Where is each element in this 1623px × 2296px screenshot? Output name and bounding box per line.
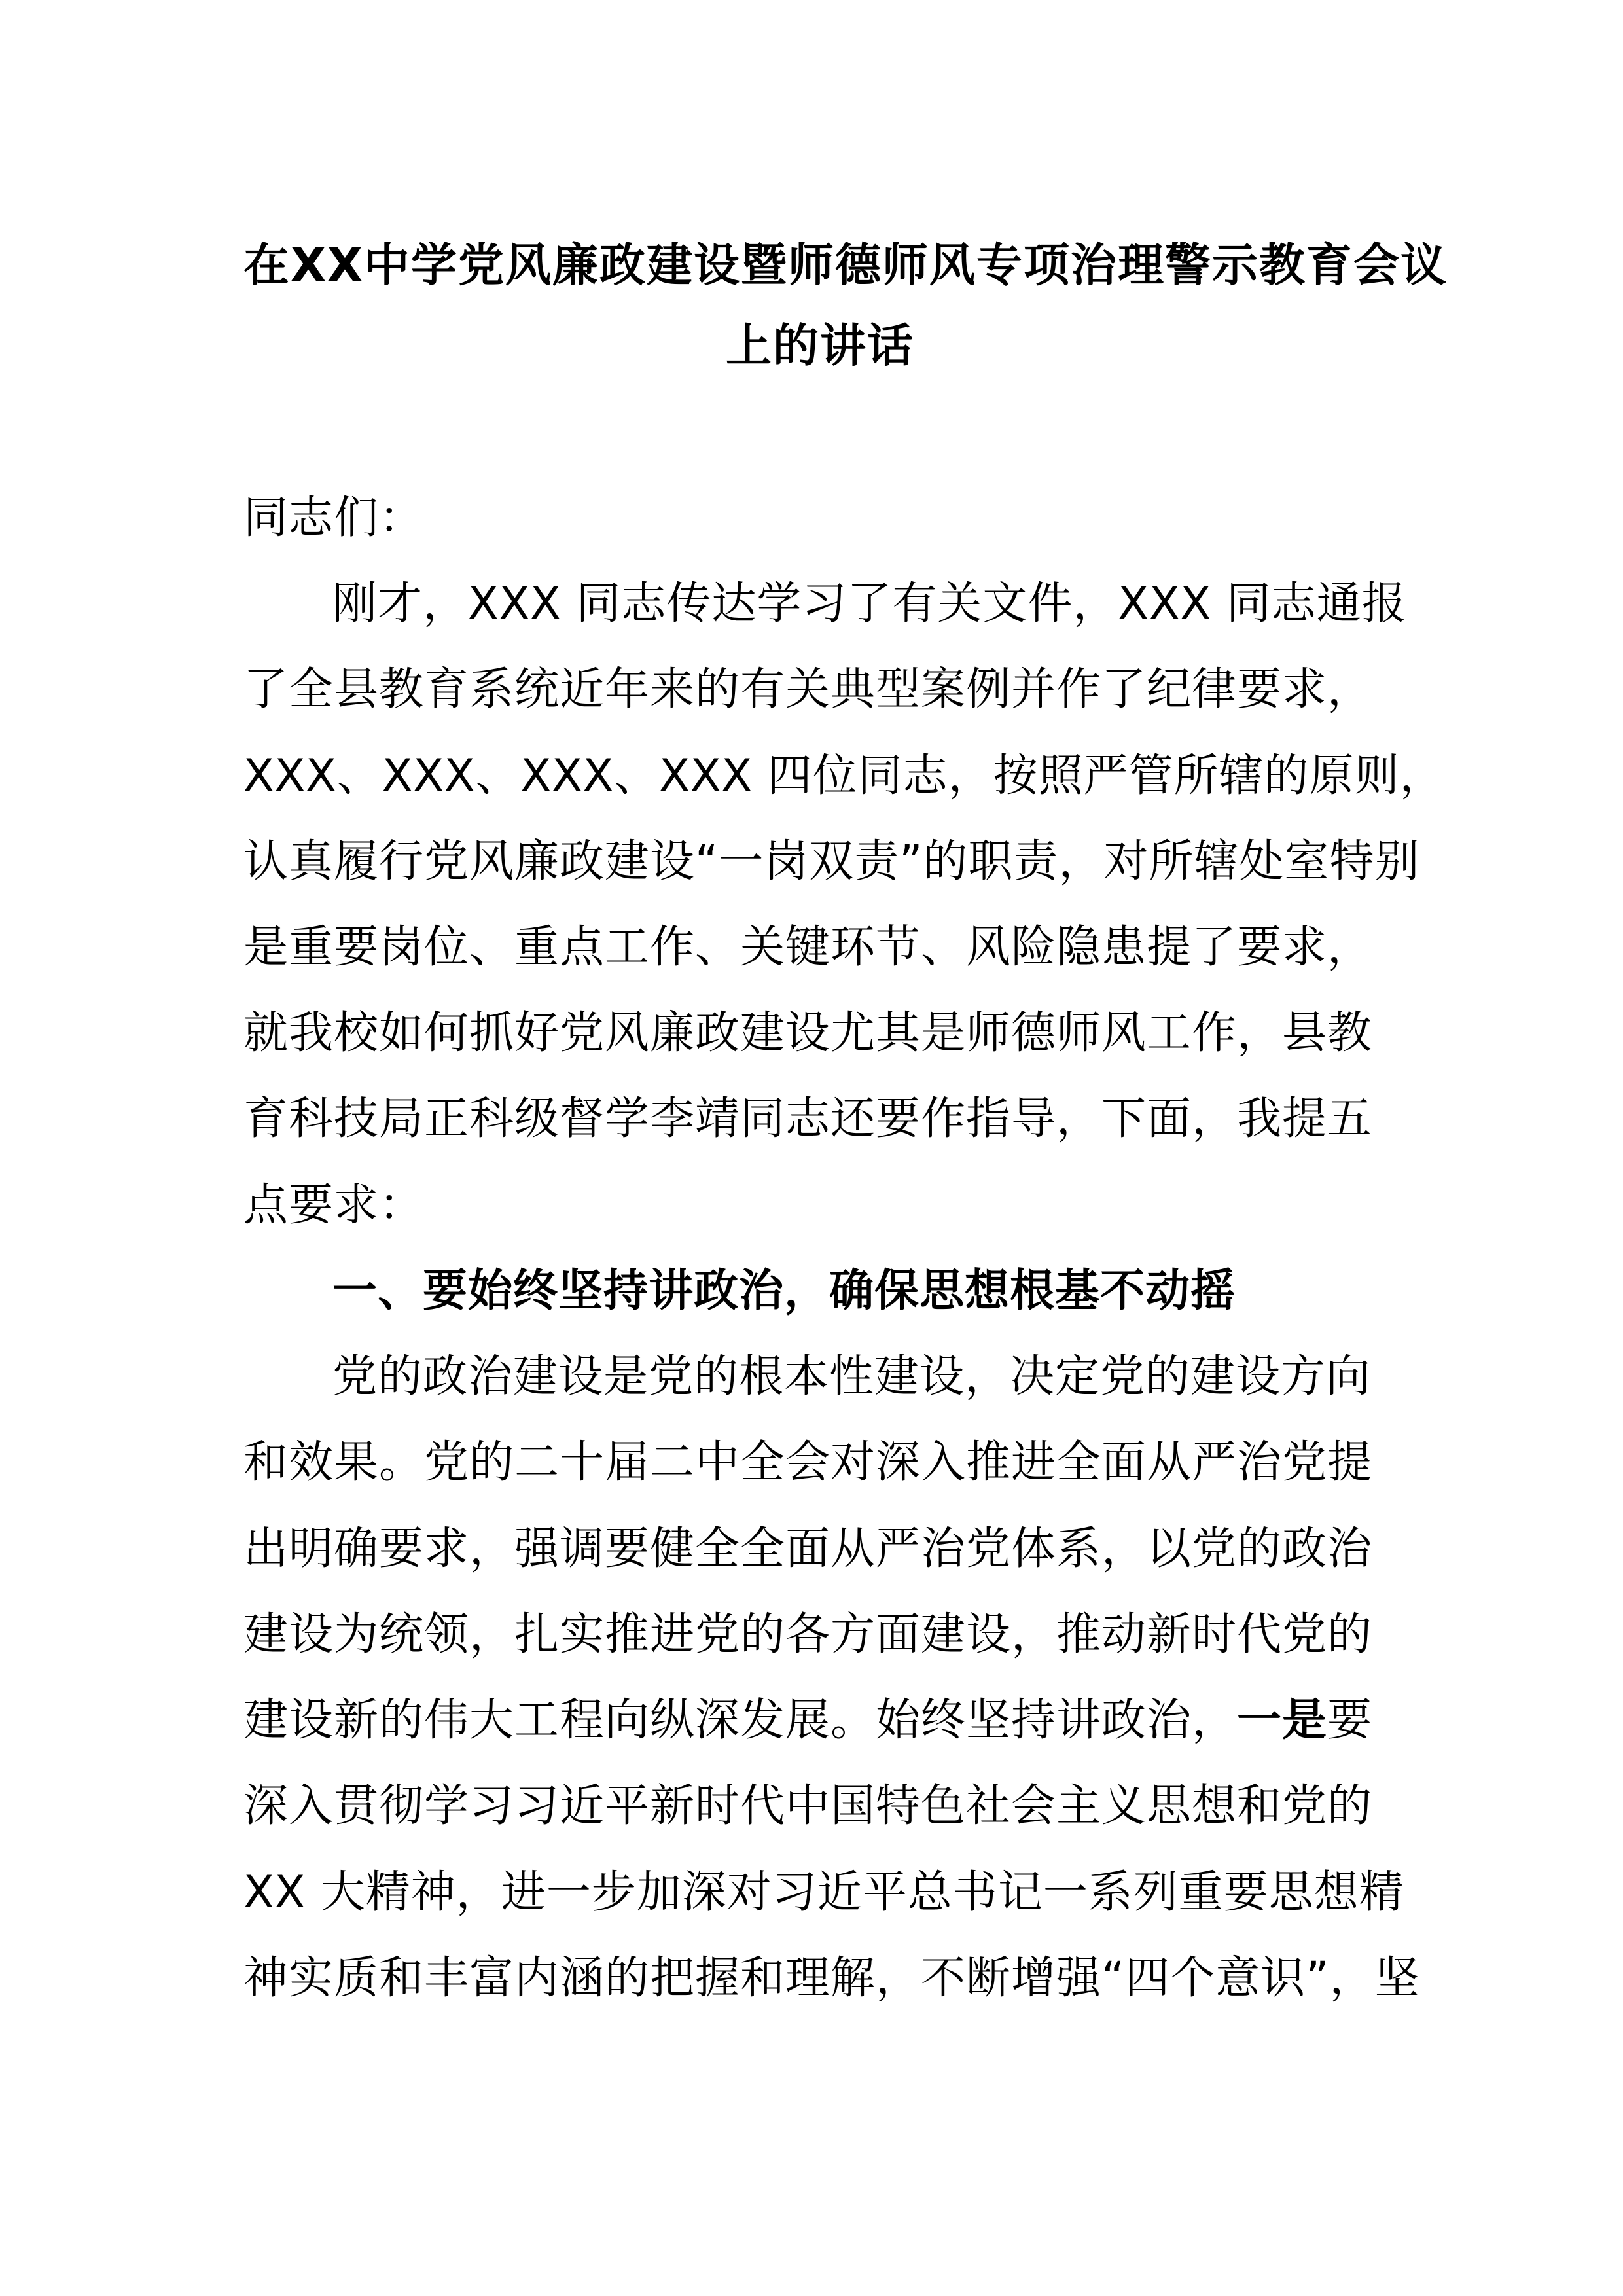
emphasis-text: 一是 xyxy=(1237,1695,1328,1746)
body-line: 点要求： xyxy=(243,1179,425,1231)
body-line: XX 大精神，进一步加深对习近平总书记一系列重要思想精 xyxy=(243,1867,1404,1918)
section-heading: 一、要始终坚持讲政治，确保思想根基不动摇 xyxy=(332,1265,1236,1317)
body-line: 认真履行党风廉政建设“一岗双责”的职责，对所辖处室特别 xyxy=(243,836,1420,888)
body-line: XXX、XXX、XXX、XXX 四位同志，按照严管所辖的原则， xyxy=(243,750,1445,802)
body-line xyxy=(243,1695,1373,1746)
body-line: 育科技局正科级督学李靖同志还要作指导，下面，我提五 xyxy=(243,1093,1373,1145)
body-line: 是重要岗位、重点工作、关键环节、风险隐患提了要求， xyxy=(243,922,1373,973)
body-line: 深入贯彻学习习近平新时代中国特色社会主义思想和党的 xyxy=(243,1780,1373,1832)
body-line: 就我校如何抓好党风廉政建设尤其是师德师风工作，县教 xyxy=(243,1007,1373,1059)
body-line: 刚才，XXX 同志传达学习了有关文件，XXX 同志通报 xyxy=(332,578,1407,630)
document-title-line-1: 在XX中学党风廉政建设暨师德师风专项治理警示教育会议 xyxy=(243,238,1448,292)
salutation: 同志们： xyxy=(243,492,425,544)
body-text: 建设新的伟大工程向纵深发展。始终坚持讲政治， xyxy=(243,1695,1238,1746)
body-line: 和效果。党的二十届二中全会对深入推进全面从严治党提 xyxy=(243,1437,1373,1488)
body-line: 建设为统领，扎实推进党的各方面建设，推动新时代党的 xyxy=(243,1609,1373,1660)
document-title-line-2: 上的讲话 xyxy=(726,319,914,372)
body-line: 党的政治建设是党的根本性建设，决定党的建设方向 xyxy=(332,1351,1372,1403)
body-line: 了全县教育系统近年来的有关典型案例并作了纪律要求， xyxy=(243,664,1373,715)
body-text: 要 xyxy=(1327,1695,1373,1746)
body-line: 出明确要求，强调要健全全面从严治党体系，以党的政治 xyxy=(243,1523,1373,1575)
body-line: 神实质和丰富内涵的把握和理解，不断增强“四个意识”，坚 xyxy=(243,1952,1420,2004)
